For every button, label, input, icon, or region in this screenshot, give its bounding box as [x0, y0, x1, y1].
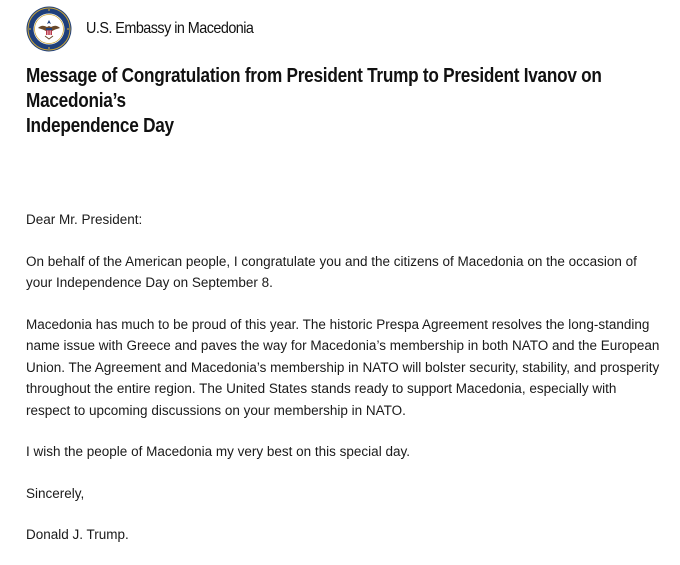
paragraph-line: name issue with Greece and paves the way for Macedonia’s membership in both NATO and the European — [26, 338, 660, 353]
paragraph-prespa-agreement — [26, 314, 666, 422]
letter-body — [26, 209, 666, 546]
paragraph-line: respect to upcoming discussions on your membership in NATO. — [26, 402, 406, 418]
paragraph-congratulation — [26, 251, 666, 294]
paragraph-line: Union. The Agreement and Macedonia’s membership in NATO will bolster security, stability, and prosperity — [26, 359, 660, 375]
paragraph-wishes: I wish the people of Macedonia my very best on this special day. — [26, 444, 410, 459]
paragraph-line: Macedonia has much to be proud of this year. The historic Prespa Agreement resolves the long-standing — [26, 316, 650, 332]
site-header — [26, 6, 272, 52]
paragraph-line: On behalf of the American people, I congratulate you and the citizens of Macedonia on the occasion of — [26, 253, 637, 269]
closing: Sincerely, — [26, 485, 85, 501]
signature: Donald J. Trump. — [26, 527, 129, 542]
salutation: Dear Mr. President: — [26, 212, 143, 227]
page-title-line-2: Independence Day — [26, 115, 174, 137]
page-title — [26, 64, 645, 139]
page-title-line-1: Message of Congratulation from President Trump to President Ivanov on Macedonia’s — [26, 65, 602, 112]
paragraph-line: throughout the entire region. The United States stands ready to support Macedonia, especially with — [26, 381, 617, 396]
site-name[interactable]: U.S. Embassy in Macedonia — [86, 20, 254, 37]
us-department-of-state-seal-icon[interactable] — [26, 6, 72, 52]
paragraph-line: your Independence Day on September 8. — [26, 275, 273, 290]
